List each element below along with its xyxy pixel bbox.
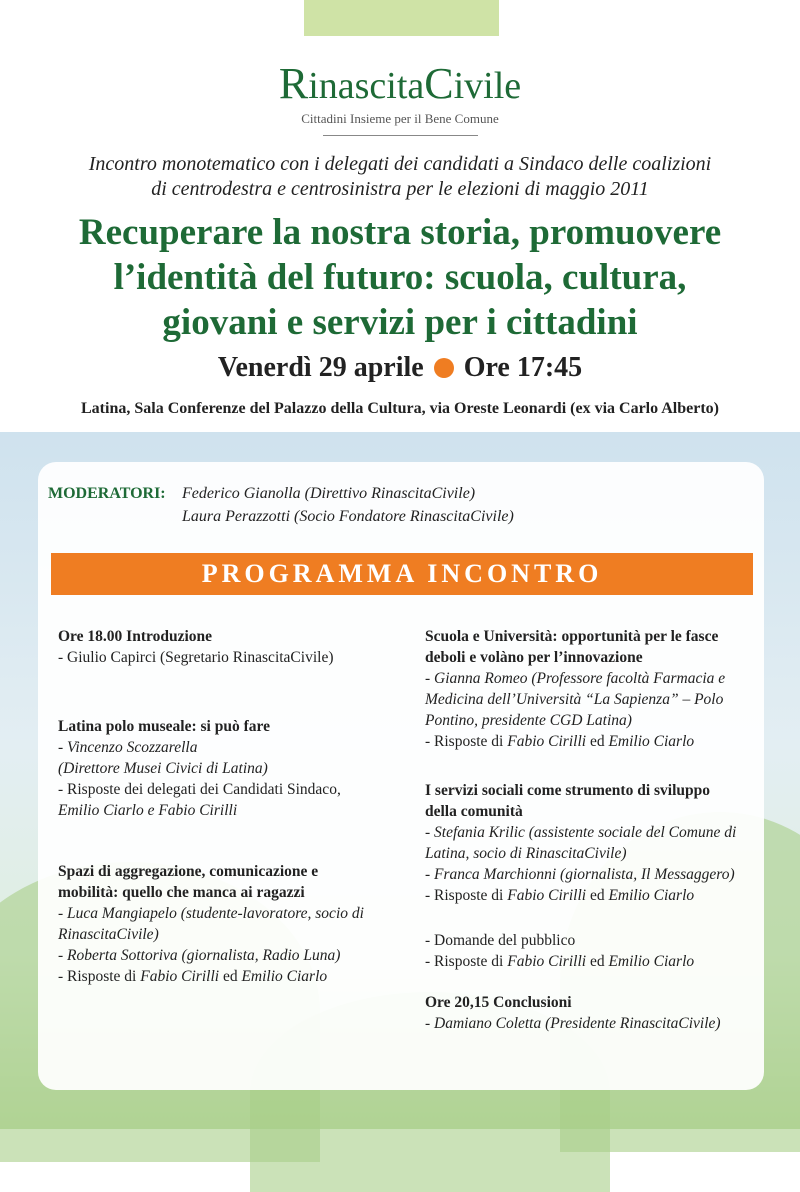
section-title: Spazi di aggregazione, comunicazione e: [58, 863, 319, 880]
program-right-column: Scuola e Università: opportunità per le fasce deboli e volàno per l’innovazione - Gianna Romeo (Professore facoltà Farmacia e Medicina dell’Università “La Sapienza” – Polo Pontino, presidente CGD Latina) - Risposte di Fabio Cirilli ed Emilio Ciarlo I servizi sociali come strumento di sviluppo della comunità - Stefania Krilic (assistente sociale del Comune di Latina, socio di RinascitaCivile) - Franca Marchionni (giornalista, Il Messaggero) - Risposte di Fabio Cirilli ed Emilio Ciarlo - Domande del pubblico - Risposte di Fabio Cirilli ed Emilio Ciarlo Ore 20,15 Conclusioni - Damiano Coletta (Presidente RinascitaCivile): [425, 626, 755, 1034]
orange-dot-icon: [434, 358, 454, 378]
section-title: Scuola e Università: opportunità per le fasce: [425, 628, 719, 645]
venue: Latina, Sala Conferenze del Palazzo della Cultura, via Oreste Leonardi (ex via Carlo Alberto): [81, 400, 719, 417]
section-title: Latina polo museale: si può fare: [58, 718, 270, 735]
moderator-1: Federico Gianolla (Direttivo RinascitaCivile): [182, 485, 476, 502]
moderator-2: Laura Perazzotti (Socio Fondatore RinascitaCivile): [182, 508, 514, 525]
program-banner: PROGRAMMA INCONTRO: [51, 553, 753, 595]
event-date-time: [0, 352, 800, 384]
logo-tagline: Cittadini Insieme per il Bene Comune: [301, 111, 499, 126]
top-decor-tab: [304, 0, 499, 36]
program-left-column: Ore 18.00 Introduzione - Giulio Capirci (Segretario RinascitaCivile) Latina polo museale: si può fare - Vincenzo Scozzarella (Direttore Musei Civici di Latina) - Risposte dei delegati dei Candidati Sindaco, Emilio Ciarlo e Fabio Cirilli Spazi di aggregazione, comunicazione e mobilità: quello che manca ai ragazzi - Luca Mangiapelo (studente-lavoratore, socio di RinascitaCivile) - Roberta Sottoriva (giornalista, Radio Luna) - Risposte di Fabio Cirilli ed Emilio Ciarlo: [58, 626, 403, 987]
event-date: Venerdì 29 aprile: [217, 352, 424, 383]
section-title: Ore 20,15 Conclusioni: [425, 994, 572, 1011]
intro-text: Incontro monotematico con i delegati dei candidati a Sindaco delle coalizioni di centrodestra e centrosinistra per le elezioni di maggio 2011: [88, 153, 712, 200]
section-title: Ore 18.00 Introduzione: [58, 628, 213, 645]
logo-wordmark: RinascitaCivile: [278, 59, 522, 108]
headline: Recuperare la nostra storia, promuovere l’identità del futuro: scuola, cultura, giovani e servizi per i cittadini: [78, 212, 722, 343]
moderators-label: MODERATORI:: [48, 485, 166, 502]
logo-divider: [323, 135, 478, 136]
logo: [0, 58, 800, 136]
event-time: Ore 17:45: [463, 352, 583, 383]
section-title: I servizi sociali come strumento di sviluppo: [425, 782, 711, 799]
